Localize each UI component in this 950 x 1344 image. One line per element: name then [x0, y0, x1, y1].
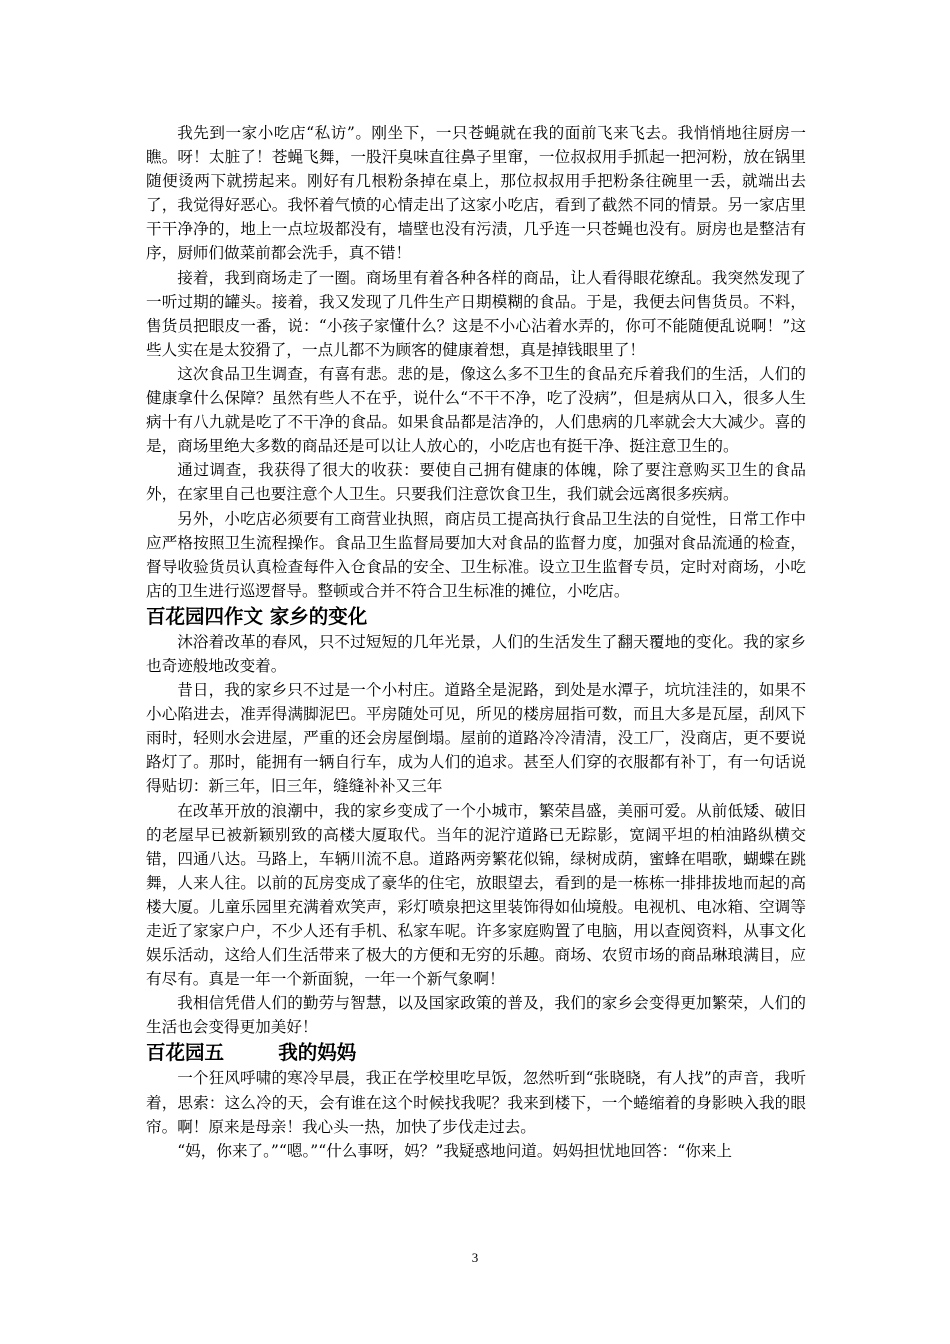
paragraph-snack-shop: 我先到一家小吃店“私访”。刚坐下，一只苍蝇就在我的面前飞来飞去。我悄悄地往厨房一瞧。呀！太脏了！苍蝇飞舞，一股汗臭味直往鼻子里窜，一位叔叔用手抓起一把河粉，放在锅里随便烫两下就捞起来。刚好有几根粉条掉在桌上，那位叔叔用手把粉条往碗里一丢，就端出去了，我觉得好恶心。我怀着气愤的心情走出了这家小吃店，看到了截然不同的情景。另一家店里干干净净的，地上一点垃圾都没有，墙壁也没有污渍，几乎连一只苍蝇也没有。厨房也是整洁有序，厨师们做菜前都会洗手，真不错！ [146, 124, 806, 263]
document-body [146, 121, 806, 1163]
paragraph-hometown-intro: 沐浴着改革的春风，只不过短短的几年光景，人们的生活发生了翻天覆地的变化。我的家乡也奇迹般地改变着。 [146, 632, 806, 675]
paragraph-hometown-present: 在改革开放的浪潮中，我的家乡变成了一个小城市，繁荣昌盛，美丽可爱。从前低矮、破旧的老屋早已被新颖别致的高楼大厦取代。当年的泥泞道路已无踪影，宽阔平坦的柏油路纵横交错，四通八达。马路上，车辆川流不息。道路两旁繁花似锦，绿树成荫，蜜蜂在唱歌，蝴蝶在跳舞，人来人往。以前的瓦房变成了豪华的住宅，放眼望去，看到的是一栋栋一排排拔地而起的高楼大厦。儿童乐园里充满着欢笑声，彩灯喷泉把这里装饰得如仙境般。电视机、电冰箱、空调等走近了家家户户，不少人还有手机、私家车呢。许多家庭购置了电脑，用以查阅资料，从事文化娱乐活动，这给人们生活带来了极大的方便和无穷的乐趣。商场、农贸市场的商品琳琅满目，应有尽有。真是一年一个新面貌，一年一个新气象啊！ [146, 801, 806, 989]
section-heading-hometown: 百花园四作文 家乡的变化 [146, 604, 368, 628]
paragraph-hometown-future: 我相信凭借人们的勤劳与智慧，以及国家政策的普及，我们的家乡会变得更加繁荣，人们的生活也会变得更加美好！ [146, 994, 806, 1037]
paragraph-gains: 通过调查，我获得了很大的收获：要使自己拥有健康的体魄，除了要注意购买卫生的食品外，在家里自己也要注意个人卫生。只要我们注意饮食卫生，我们就会远离很多疾病。 [146, 461, 806, 504]
page-number: 3 [471, 1250, 479, 1265]
section-heading-mother: 百花园五 我的妈妈 [146, 1041, 357, 1065]
paragraph-mall: 接着，我到商场走了一圈。商场里有着各种各样的商品，让人看得眼花缭乱。我突然发现了一听过期的罐头。接着，我又发现了几件生产日期模糊的食品。于是，我便去问售货员。不料，售货员把眼皮一番，说：“小孩子家懂什么？这是不小心沾着水弄的，你可不能随便乱说啊！”这些人实在是太狡猾了，一点儿都不为顾客的健康着想，真是掉钱眼里了！ [146, 268, 806, 359]
paragraph-suggestions: 另外，小吃店必须要有工商营业执照，商店员工提高执行食品卫生法的自觉性，日常工作中应严格按照卫生流程操作。食品卫生监督局要加大对食品的监督力度，加强对食品流通的检查，督导收验货员认真检查每件入仓食品的安全、卫生标准。设立卫生监督专员，定时对商场，小吃店的卫生进行巡逻督导。整顿或合并不符合卫生标准的摊位，小吃店。 [146, 509, 806, 600]
paragraph-survey-reflection: 这次食品卫生调查，有喜有悲。悲的是，像这么多不卫生的食品充斥着我们的生活，人们的健康拿什么保障？虽然有些人不在乎，说什么“不干不净，吃了没病”，但是病从口入，很多人生病十有八九就是吃了不干净的食品。如果食品都是洁净的，人们患病的几率就会大大减少。喜的是，商场里绝大多数的商品还是可以让人放心的，小吃店也有挺干净、挺注意卫生的。 [146, 364, 806, 456]
paragraph-mother-morning: 一个狂风呼啸的寒冷早晨，我正在学校里吃早饭，忽然听到“张晓晓，有人找”的声音，我听着，思索：这么冷的天，会有谁在这个时候找我呢？我来到楼下，一个蜷缩着的身影映入我的眼帘。啊！原来是母亲！我心头一热，加快了步伐走过去。 [146, 1069, 806, 1136]
paragraph-mother-dialogue: “妈，你来了。”“嗯。”“什么事呀，妈？”我疑惑地问道。妈妈担忧地回答：“你来上 [177, 1141, 732, 1160]
paragraph-hometown-past: 昔日，我的家乡只不过是一个小村庄。道路全是泥路，到处是水潭子，坑坑洼洼的，如果不小心陷进去，准弄得满脚泥巴。平房随处可见，所见的楼房屈指可数，而且大多是瓦屋，刮风下雨时，轻则水会进屋，严重的还会房屋倒塌。屋前的道路冷冷清清，没工厂，没商店，更不要说路灯了。那时，能拥有一辆自行车，成为人们的追求。甚至人们穿的衣服都有补丁，有一句话说得贴切：新三年，旧三年，缝缝补补又三年 [146, 681, 806, 796]
